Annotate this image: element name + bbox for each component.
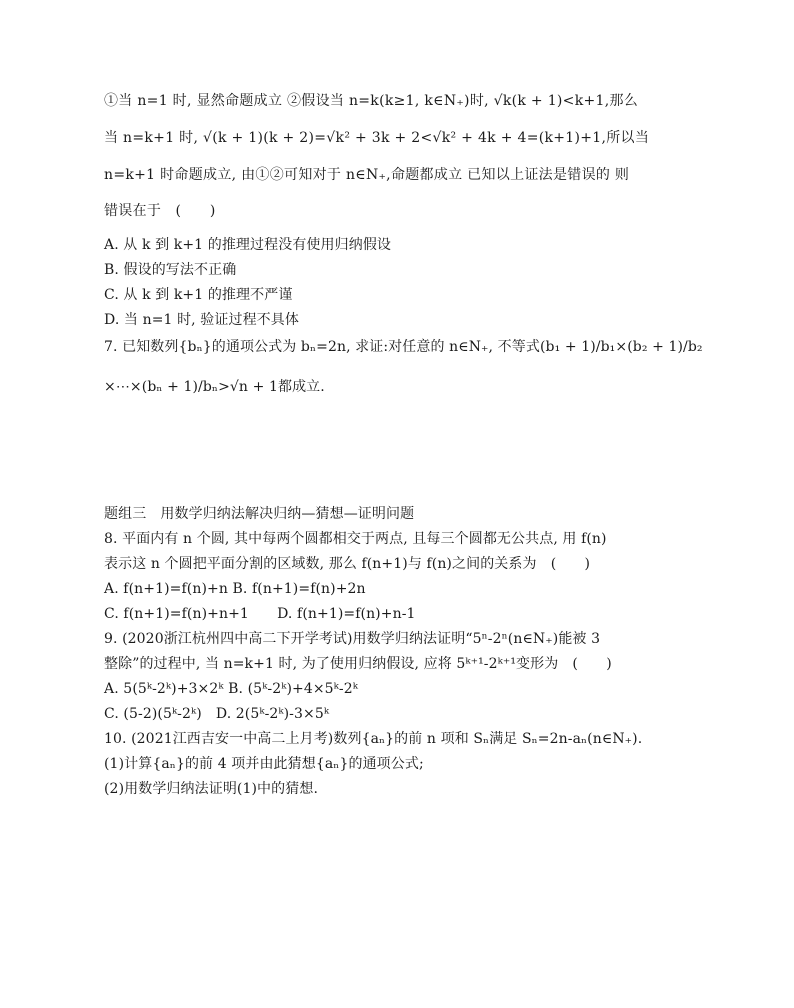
q7-line-2: ×⋯×(bₙ + 1)/bₙ>√n + 1都成立.: [104, 379, 325, 395]
q8-line-2: 表示这 n 个圆把平面分割的区域数, 那么 f(n+1)与 f(n)之间的关系为 ( ): [104, 556, 591, 572]
q9-line-1: 9. (2020浙江杭州四中高二下开学考试)用数学归纳法证明“5ⁿ-2ⁿ(n∈N₊)能被 3: [104, 631, 601, 647]
q6-option-b: B. 假设的写法不正确: [104, 262, 237, 278]
q10-line-1: 10. (2021江西吉安一中高二上月考)数列{aₙ}的前 n 项和 Sₙ满足 Sₙ=2n-aₙ(n∈N₊).: [104, 731, 643, 747]
q8-option-ab: A. f(n+1)=f(n)+n B. f(n+1)=f(n)+2n: [104, 581, 366, 597]
q6-option-d: D. 当 n=1 时, 验证过程不具体: [104, 312, 299, 328]
q8-option-cd: C. f(n+1)=f(n)+n+1 D. f(n+1)=f(n)+n-1: [104, 606, 416, 622]
q8-line-1: 8. 平面内有 n 个圆, 其中每两个圆都相交于两点, 且每三个圆都无公共点, 用 f(n): [104, 531, 607, 547]
q10-line-2: (1)计算{aₙ}的前 4 项并由此猜想{aₙ}的通项公式;: [104, 756, 424, 772]
proof-line-4: 错误在于 ( ): [104, 203, 216, 219]
q6-option-a: A. 从 k 到 k+1 的推理过程没有使用归纳假设: [104, 237, 392, 253]
proof-line-3: n=k+1 时命题成立, 由①②可知对于 n∈N₊,命题都成立 已知以上证法是错误的 则: [104, 167, 630, 183]
q7-line-1: 7. 已知数列{bₙ}的通项公式为 bₙ=2n, 求证:对任意的 n∈N₊, 不等式(b₁ + 1)/b₁×(b₂ + 1)/b₂: [104, 339, 703, 355]
q10-line-3: (2)用数学归纳法证明(1)中的猜想.: [104, 781, 319, 797]
q9-option-ab: A. 5(5ᵏ-2ᵏ)+3×2ᵏ B. (5ᵏ-2ᵏ)+4×5ᵏ-2ᵏ: [104, 681, 358, 697]
proof-line-2: 当 n=k+1 时, √(k + 1)(k + 2)=√k² + 3k + 2<√k² + 4k + 4=(k+1)+1,所以当: [104, 130, 650, 146]
q9-line-2: 整除”的过程中, 当 n=k+1 时, 为了使用归纳假设, 应将 5ᵏ⁺¹-2ᵏ⁺¹变形为 ( ): [104, 656, 612, 672]
q6-option-c: C. 从 k 到 k+1 的推理不严谨: [104, 287, 293, 303]
group3-heading: 题组三 用数学归纳法解决归纳—猜想—证明问题: [104, 506, 415, 522]
proof-line-1: ①当 n=1 时, 显然命题成立 ②假设当 n=k(k≥1, k∈N₊)时, √k(k + 1)<k+1,那么: [104, 93, 639, 109]
q9-option-cd: C. (5-2)(5ᵏ-2ᵏ) D. 2(5ᵏ-2ᵏ)-3×5ᵏ: [104, 706, 330, 722]
